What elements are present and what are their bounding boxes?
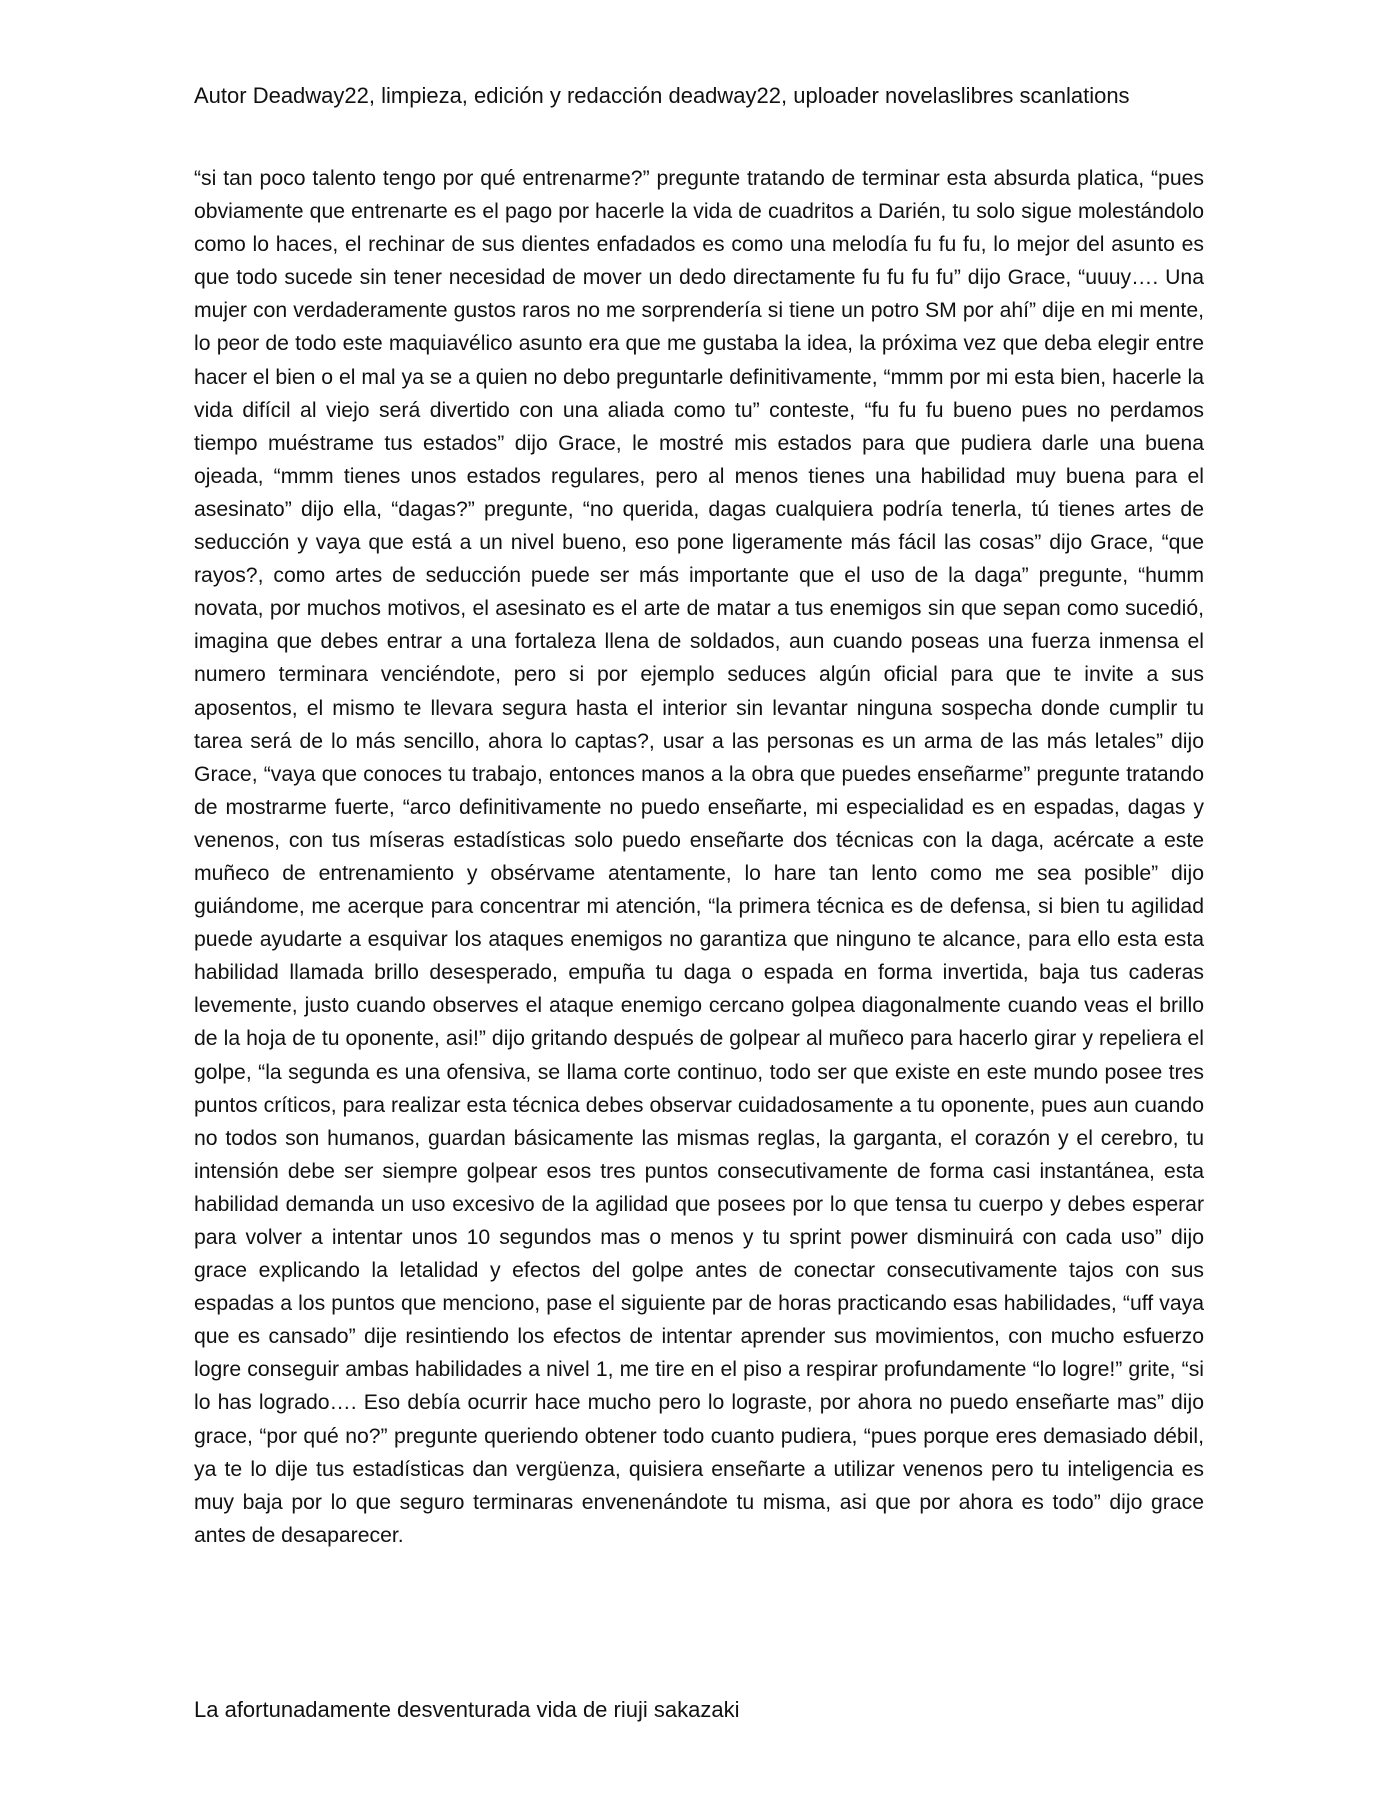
body-paragraph: “si tan poco talento tengo por qué entrenarme?” pregunte tratando de terminar esta absurda platica, “pues obviamente que entrenarte es el pago por hacerle la vida de cuadritos a Darién, tu solo sigue molestándolo como lo haces, el rechinar de sus dientes enfadados es como una melodía fu fu fu, lo mejor del asunto es que todo sucede sin tener necesidad de mover un dedo directamente fu fu fu fu” dijo Grace, “uuuy…. Una mujer con verdaderamente gustos raros no me sorprendería si tiene un potro SM por ahí” dije en mi mente, lo peor de todo este maquiavélico asunto era que me gustaba la idea, la próxima vez que deba elegir entre hacer el bien o el mal ya se a quien no debo preguntarle definitivamente, “mmm por mi esta bien, hacerle la vida difícil al viejo será divertido con una aliada como tu” conteste, “fu fu fu bueno pues no perdamos tiempo muéstrame tus estados” dijo Grace, le mostré mis estados para que pudiera darle una buena ojeada, “mmm tienes unos estados regulares, pero al menos tienes una habilidad muy buena para el asesinato” dijo ella, “dagas?” pregunte, “no querida, dagas cualquiera podría tenerla, tú tienes artes de seducción y vaya que está a un nivel bueno, eso pone ligeramente más fácil las cosas” dijo Grace, “que rayos?, como artes de seducción puede ser más importante que el uso de la daga” pregunte, “humm novata, por muchos motivos, el asesinato es el arte de matar a tus enemigos sin que sepan como sucedió, imagina que debes entrar a una fortaleza llena de soldados, aun cuando poseas una fuerza inmensa el numero terminara venciéndote, pero si por ejemplo seduces algún oficial para que te invite a sus aposentos, el mismo te llevara segura hasta el interior sin levantar ninguna sospecha donde cumplir tu tarea será de lo más sencillo, ahora lo captas?, usar a las personas es un arma de las más letales” dijo Grace, “vaya que conoces tu trabajo, entonces manos a la obra que puedes enseñarme” pregunte tratando de mostrarme fuerte, “arco definitivamente no puedo enseñarte, mi especialidad es en espadas, dagas y venenos, con tus míseras estadísticas solo puedo enseñarte dos técnicas con la daga, acércate a este muñeco de entrenamiento y obsérvame atentamente, lo hare tan lento como me sea posible” dijo guiándome, me acerque para concentrar mi atención, “la primera técnica es de defensa, si bien tu agilidad puede ayudarte a esquivar los ataques enemigos no garantiza que ninguno te alcance, para ello esta esta habilidad llamada brillo desesperado, empuña tu daga o espada en forma invertida, baja tus caderas levemente, justo cuando observes el ataque enemigo cercano golpea diagonalmente cuando veas el brillo de la hoja de tu oponente, asi!” dijo gritando después de golpear al muñeco para hacerlo girar y repeliera el golpe, “la segunda es una ofensiva, se llama corte continuo, todo ser que existe en este mundo posee tres puntos críticos, para realizar esta técnica debes observar cuidadosamente a tu oponente, pues aun cuando no todos son humanos, guardan básicamente las mismas reglas, la garganta, el corazón y el cerebro, tu intensión debe ser siempre golpear esos tres puntos consecutivamente de forma casi instantánea, esta habilidad demanda un uso excesivo de la agilidad que posees por lo que tensa tu cuerpo y debes esperar para volver a intentar unos 10 segundos mas o menos y tu sprint power disminuirá con cada uso” dijo grace explicando la letalidad y efectos del golpe antes de conectar consecutivamente tajos con sus espadas a los puntos que menciono, pase el siguiente par de horas practicando esas habilidades, “uff vaya que es cansado” dije resintiendo los efectos de intentar aprender sus movimientos, con mucho esfuerzo logre conseguir ambas habilidades a nivel 1, me tire en el piso a respirar profundamente “lo logre!” grite, “si lo has logrado…. Eso debía ocurrir hace mucho pero lo lograste, por ahora no puedo enseñarte mas” dijo grace, “por qué no?” pregunte queriendo obtener todo cuanto pudiera, “pues porque eres demasiado débil, ya te lo dije tus estadísticas dan vergüenza, quisiera enseñarte a utilizar venenos pero tu inteligencia es muy baja por lo que seguro terminaras envenenándote tu misma, asi que por ahora es todo” dijo grace antes de desaparecer. (194, 167, 1204, 1547)
page-footer: La afortunadamente desventurada vida de riuji sakazaki (194, 1697, 740, 1722)
page-header: Autor Deadway22, limpieza, edición y redacción deadway22, uploader novelaslibres scanlations (194, 83, 1130, 108)
